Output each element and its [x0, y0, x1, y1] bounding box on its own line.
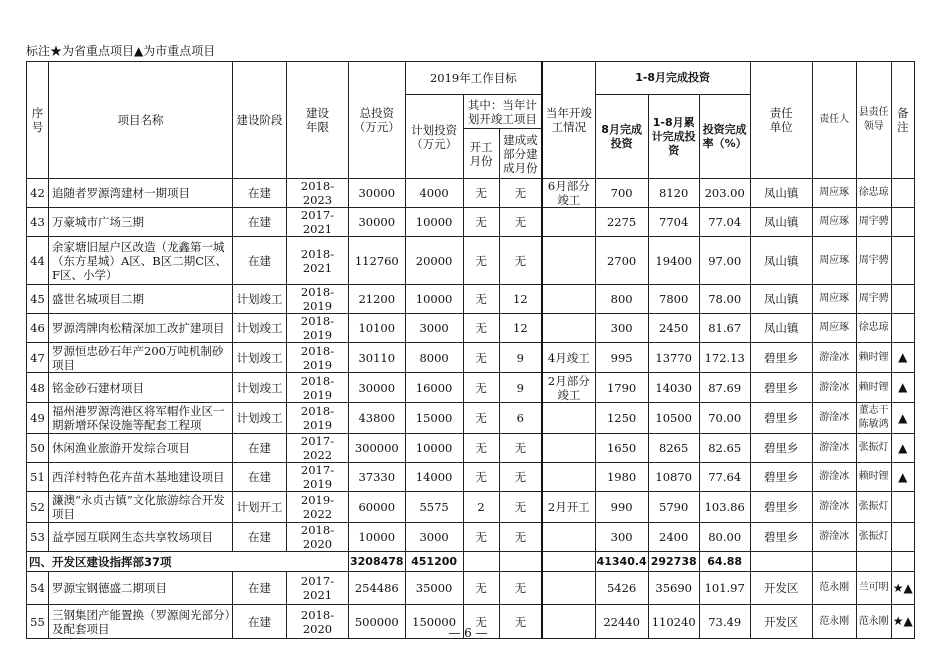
cell-planned: 5575: [405, 492, 463, 523]
cell-seq: 49: [27, 403, 49, 434]
cell-leader: 张振灯: [856, 492, 891, 523]
cell-person: 周应琢: [812, 237, 856, 285]
cell-planned: 3000: [405, 523, 463, 552]
cell-complete: 无: [499, 492, 542, 523]
cell-remark: ▲: [891, 343, 914, 373]
cell-period: 2018-2020: [287, 605, 349, 639]
cell-leader: 张振灯: [856, 434, 891, 463]
cell-leader: 赖时锂: [856, 463, 891, 492]
cell-rate: 172.13: [699, 343, 750, 373]
cell-status: [542, 434, 595, 463]
table-row: [27, 434, 915, 463]
cell-seq: 42: [27, 179, 49, 208]
cell-start: [463, 552, 499, 572]
header-status: 当年开竣工情况: [542, 62, 595, 179]
table-row: [27, 237, 915, 285]
cell-stage: 在建: [233, 572, 287, 605]
cell-complete: 无: [499, 237, 542, 285]
header-done-group: 1-8月完成投资: [595, 62, 750, 95]
cell-total: 30000: [349, 208, 406, 237]
cell-period: 2017-2022: [287, 434, 349, 463]
cell-status: [542, 552, 595, 572]
cell-cum: 19400: [648, 237, 699, 285]
cell-period: 2018-2019: [287, 314, 349, 343]
cell-stage: 在建: [233, 208, 287, 237]
table-row: [27, 403, 915, 434]
cell-stage: 计划竣工: [233, 403, 287, 434]
cell-status: [542, 285, 595, 314]
cell-status: 2月开工: [542, 492, 595, 523]
cell-rate: 64.88: [699, 552, 750, 572]
header-sub-group: 其中：当年计划开竣工项目: [463, 95, 542, 129]
table-row: [27, 523, 915, 552]
cell-planned: 451200: [405, 552, 463, 572]
cell-leader: 赖时锂: [856, 373, 891, 403]
cell-complete: 无: [499, 434, 542, 463]
cell-unit: 凤山镇: [750, 314, 812, 343]
section-row: [27, 552, 915, 572]
cell-rate: 77.04: [699, 208, 750, 237]
cell-stage: 在建: [233, 605, 287, 639]
cell-cum: 2450: [648, 314, 699, 343]
cell-leader: 赖时锂: [856, 343, 891, 373]
cell-name: 休闲渔业旅游开发综合项目: [49, 434, 233, 463]
cell-rate: 203.00: [699, 179, 750, 208]
cell-stage: 计划竣工: [233, 343, 287, 373]
cell-leader: 张振灯: [856, 523, 891, 552]
cell-status: [542, 237, 595, 285]
cell-aug: 1650: [595, 434, 648, 463]
cell-person: [812, 552, 856, 572]
header-rate: 投资完成率（%）: [699, 95, 750, 179]
cell-total: 300000: [349, 434, 406, 463]
cell-period: 2018-2019: [287, 373, 349, 403]
cell-seq: 50: [27, 434, 49, 463]
cell-remark: [891, 523, 914, 552]
cell-seq: 46: [27, 314, 49, 343]
cell-complete: 6: [499, 403, 542, 434]
cell-start: 无: [463, 403, 499, 434]
cell-total: 30110: [349, 343, 406, 373]
cell-unit: 凤山镇: [750, 237, 812, 285]
cell-stage: 在建: [233, 434, 287, 463]
cell-unit: 开发区: [750, 572, 812, 605]
cell-complete: 无: [499, 523, 542, 552]
cell-name: 三钢集团产能置换（罗源闽光部分）及配套项目: [49, 605, 233, 639]
cell-planned: 8000: [405, 343, 463, 373]
cell-unit: 碧里乡: [750, 492, 812, 523]
cell-seq: 45: [27, 285, 49, 314]
cell-status: 6月部分竣工: [542, 179, 595, 208]
cell-rate: 73.49: [699, 605, 750, 639]
cell-remark: ★▲: [891, 605, 914, 639]
cell-person: 游淦冰: [812, 343, 856, 373]
cell-period: 2018-2019: [287, 403, 349, 434]
cell-rate: 97.00: [699, 237, 750, 285]
cell-remark: [891, 285, 914, 314]
cell-status: [542, 403, 595, 434]
cell-person: 游淦冰: [812, 463, 856, 492]
header-unit: 责任单位: [750, 62, 812, 179]
cell-unit: 碧里乡: [750, 523, 812, 552]
cell-stage: 在建: [233, 237, 287, 285]
cell-rate: 77.64: [699, 463, 750, 492]
cell-aug: 300: [595, 314, 648, 343]
cell-period: 2018-2023: [287, 179, 349, 208]
header-total: 总投资（万元）: [349, 62, 406, 179]
project-table: [26, 61, 915, 639]
cell-start: 无: [463, 343, 499, 373]
cell-seq: 53: [27, 523, 49, 552]
cell-complete: [499, 552, 542, 572]
cell-start: 无: [463, 373, 499, 403]
cell-planned: 10000: [405, 285, 463, 314]
cell-rate: 87.69: [699, 373, 750, 403]
cell-cum: 10870: [648, 463, 699, 492]
table-row: [27, 492, 915, 523]
cell-start: 无: [463, 523, 499, 552]
cell-remark: [891, 314, 914, 343]
cell-complete: 无: [499, 463, 542, 492]
table-row: [27, 179, 915, 208]
cell-aug: 990: [595, 492, 648, 523]
cell-remark: [891, 208, 914, 237]
cell-stage: 计划竣工: [233, 314, 287, 343]
cell-total: 30000: [349, 373, 406, 403]
table-row: [27, 208, 915, 237]
cell-complete: 9: [499, 343, 542, 373]
cell-period: 2017-2021: [287, 572, 349, 605]
cell-person: 周应琢: [812, 208, 856, 237]
cell-planned: 4000: [405, 179, 463, 208]
cell-start: 无: [463, 237, 499, 285]
cell-start: 2: [463, 492, 499, 523]
cell-person: 游淦冰: [812, 403, 856, 434]
cell-remark: ▲: [891, 373, 914, 403]
cell-planned: 10000: [405, 208, 463, 237]
cell-seq: 51: [27, 463, 49, 492]
cell-name: 濂澳“永贞古镇”文化旅游综合开发项目: [49, 492, 233, 523]
cell-period: 2017-2019: [287, 463, 349, 492]
cell-seq: 55: [27, 605, 49, 639]
cell-rate: 103.86: [699, 492, 750, 523]
cell-status: [542, 572, 595, 605]
cell-remark: ★▲: [891, 572, 914, 605]
header-person: 责任人: [812, 62, 856, 179]
cell-start: 无: [463, 285, 499, 314]
cell-rate: 101.97: [699, 572, 750, 605]
cell-aug: 41340.4: [595, 552, 648, 572]
cell-aug: 1790: [595, 373, 648, 403]
header-cum: 1-8月累计完成投资: [648, 95, 699, 179]
cell-name: 盛世名城项目二期: [49, 285, 233, 314]
cell-total: 37330: [349, 463, 406, 492]
cell-unit: 碧里乡: [750, 373, 812, 403]
cell-rate: 81.67: [699, 314, 750, 343]
cell-rate: 82.65: [699, 434, 750, 463]
cell-name: 益亭园互联网生态共享牧场项目: [49, 523, 233, 552]
cell-start: 无: [463, 605, 499, 639]
cell-stage: 在建: [233, 179, 287, 208]
cell-unit: 凤山镇: [750, 179, 812, 208]
cell-aug: 1980: [595, 463, 648, 492]
table-row: [27, 285, 915, 314]
cell-stage: 计划竣工: [233, 373, 287, 403]
cell-planned: 20000: [405, 237, 463, 285]
cell-cum: 35690: [648, 572, 699, 605]
header-seq: 序号: [27, 62, 49, 179]
cell-aug: 1250: [595, 403, 648, 434]
header-aug: 8月完成投资: [595, 95, 648, 179]
cell-aug: 700: [595, 179, 648, 208]
cell-unit: 碧里乡: [750, 463, 812, 492]
header-stage: 建设阶段: [233, 62, 287, 179]
cell-aug: 300: [595, 523, 648, 552]
cell-remark: ▲: [891, 403, 914, 434]
cell-leader: 董志干陈敏鸿: [856, 403, 891, 434]
cell-total: 500000: [349, 605, 406, 639]
cell-status: 2月部分竣工: [542, 373, 595, 403]
cell-rate: 70.00: [699, 403, 750, 434]
cell-complete: 无: [499, 605, 542, 639]
cell-total: 21200: [349, 285, 406, 314]
cell-leader: 兰可明: [856, 572, 891, 605]
header-remark: 备注: [891, 62, 914, 179]
table-row: [27, 572, 915, 605]
cell-leader: 周宇骋: [856, 285, 891, 314]
cell-status: 4月竣工: [542, 343, 595, 373]
cell-seq: 43: [27, 208, 49, 237]
cell-name: 铭金砂石建材项目: [49, 373, 233, 403]
cell-planned: 35000: [405, 572, 463, 605]
table-row: [27, 463, 915, 492]
cell-seq: 47: [27, 343, 49, 373]
cell-period: 2019-2022: [287, 492, 349, 523]
cell-rate: 78.00: [699, 285, 750, 314]
cell-start: 无: [463, 572, 499, 605]
cell-cum: 7704: [648, 208, 699, 237]
cell-unit: 凤山镇: [750, 285, 812, 314]
cell-stage: 在建: [233, 463, 287, 492]
cell-start: 无: [463, 463, 499, 492]
header-name: 项目名称: [49, 62, 233, 179]
cell-remark: [891, 237, 914, 285]
cell-cum: 10500: [648, 403, 699, 434]
cell-cum: 7800: [648, 285, 699, 314]
cell-start: 无: [463, 179, 499, 208]
cell-name: 罗源湾牌肉松精深加工改扩建项目: [49, 314, 233, 343]
cell-person: 周应琢: [812, 179, 856, 208]
cell-planned: 3000: [405, 314, 463, 343]
cell-unit: 凤山镇: [750, 208, 812, 237]
cell-total: 30000: [349, 179, 406, 208]
cell-start: 无: [463, 208, 499, 237]
cell-seq: 48: [27, 373, 49, 403]
cell-cum: 110240: [648, 605, 699, 639]
cell-total: 3208478: [349, 552, 406, 572]
cell-stage: 计划开工: [233, 492, 287, 523]
cell-status: [542, 523, 595, 552]
cell-leader: 周宇骋: [856, 237, 891, 285]
cell-cum: 8120: [648, 179, 699, 208]
cell-complete: 无: [499, 572, 542, 605]
cell-person: 游淦冰: [812, 492, 856, 523]
cell-cum: 5790: [648, 492, 699, 523]
cell-cum: 14030: [648, 373, 699, 403]
cell-name: 万豪城市广场三期: [49, 208, 233, 237]
cell-stage: 计划竣工: [233, 285, 287, 314]
cell-remark: [891, 552, 914, 572]
cell-person: 周应琢: [812, 285, 856, 314]
cell-start: 无: [463, 314, 499, 343]
cell-status: [542, 314, 595, 343]
cell-planned: 150000: [405, 605, 463, 639]
cell-complete: 12: [499, 314, 542, 343]
cell-unit: 碧里乡: [750, 403, 812, 434]
cell-period: 2017-2021: [287, 208, 349, 237]
header-start-month: 开工月份: [463, 129, 499, 179]
cell-leader: 周宇骋: [856, 208, 891, 237]
cell-cum: 2400: [648, 523, 699, 552]
cell-name: 福州港罗源湾港区将军帽作业区一期新增环保设施等配套工程项: [49, 403, 233, 434]
cell-remark: ▲: [891, 463, 914, 492]
cell-leader: 徐忠琼: [856, 179, 891, 208]
cell-total: 10100: [349, 314, 406, 343]
header-planned: 计划投资（万元）: [405, 95, 463, 179]
legend-note: 标注★为省重点项目▲为市重点项目: [26, 44, 216, 58]
cell-person: 游淦冰: [812, 434, 856, 463]
cell-aug: 2275: [595, 208, 648, 237]
table-row: [27, 314, 915, 343]
cell-name: 罗源恒忠砂石年产200万吨机制砂项目: [49, 343, 233, 373]
cell-stage: 在建: [233, 523, 287, 552]
cell-complete: 无: [499, 208, 542, 237]
cell-total: 60000: [349, 492, 406, 523]
cell-remark: [891, 492, 914, 523]
cell-unit: 开发区: [750, 605, 812, 639]
header-period: 建设年限: [287, 62, 349, 179]
cell-unit: 碧里乡: [750, 434, 812, 463]
cell-remark: [891, 179, 914, 208]
cell-person: 范永刚: [812, 605, 856, 639]
cell-total: 43800: [349, 403, 406, 434]
cell-seq: 52: [27, 492, 49, 523]
cell-complete: 无: [499, 179, 542, 208]
cell-aug: 800: [595, 285, 648, 314]
header-complete-month: 建成或部分建成月份: [499, 129, 542, 179]
cell-name: 罗源宝钢德盛二期项目: [49, 572, 233, 605]
cell-status: [542, 463, 595, 492]
cell-name: 追随者罗源湾建材一期项目: [49, 179, 233, 208]
cell-name: 余家塘旧屋户区改造（龙鑫第一城（东方星城）A区、B区二期C区、F区、小学）: [49, 237, 233, 285]
cell-planned: 10000: [405, 434, 463, 463]
page-number: — 6 —: [448, 626, 488, 640]
cell-complete: 12: [499, 285, 542, 314]
cell-total: 254486: [349, 572, 406, 605]
cell-leader: 徐忠琼: [856, 314, 891, 343]
header-target-group: 2019年工作目标: [405, 62, 542, 95]
cell-total: 112760: [349, 237, 406, 285]
cell-unit: 碧里乡: [750, 343, 812, 373]
cell-cum: 13770: [648, 343, 699, 373]
cell-cum: 8265: [648, 434, 699, 463]
cell-planned: 14000: [405, 463, 463, 492]
cell-total: 10000: [349, 523, 406, 552]
cell-planned: 15000: [405, 403, 463, 434]
cell-leader: [856, 552, 891, 572]
cell-aug: 22440: [595, 605, 648, 639]
cell-person: 周应琢: [812, 314, 856, 343]
cell-person: 范永刚: [812, 572, 856, 605]
cell-name: 西洋村特色花卉苗木基地建设项目: [49, 463, 233, 492]
cell-status: [542, 208, 595, 237]
cell-period: 2018-2021: [287, 237, 349, 285]
cell-remark: ▲: [891, 434, 914, 463]
cell-name: 四、开发区建设指挥部37项: [27, 552, 349, 572]
cell-person: 游淦冰: [812, 373, 856, 403]
cell-rate: 80.00: [699, 523, 750, 552]
cell-seq: 54: [27, 572, 49, 605]
cell-period: 2018-2019: [287, 285, 349, 314]
table-row: [27, 373, 915, 403]
cell-aug: 995: [595, 343, 648, 373]
cell-aug: 2700: [595, 237, 648, 285]
cell-planned: 16000: [405, 373, 463, 403]
cell-period: 2018-2019: [287, 343, 349, 373]
cell-period: 2018-2020: [287, 523, 349, 552]
header-leader: 县责任领导: [856, 62, 891, 179]
cell-cum: 292738: [648, 552, 699, 572]
cell-aug: 5426: [595, 572, 648, 605]
cell-complete: 9: [499, 373, 542, 403]
cell-person: 游淦冰: [812, 523, 856, 552]
cell-start: 无: [463, 434, 499, 463]
cell-unit: [750, 552, 812, 572]
table-row: [27, 343, 915, 373]
cell-leader: 范永刚: [856, 605, 891, 639]
cell-seq: 44: [27, 237, 49, 285]
